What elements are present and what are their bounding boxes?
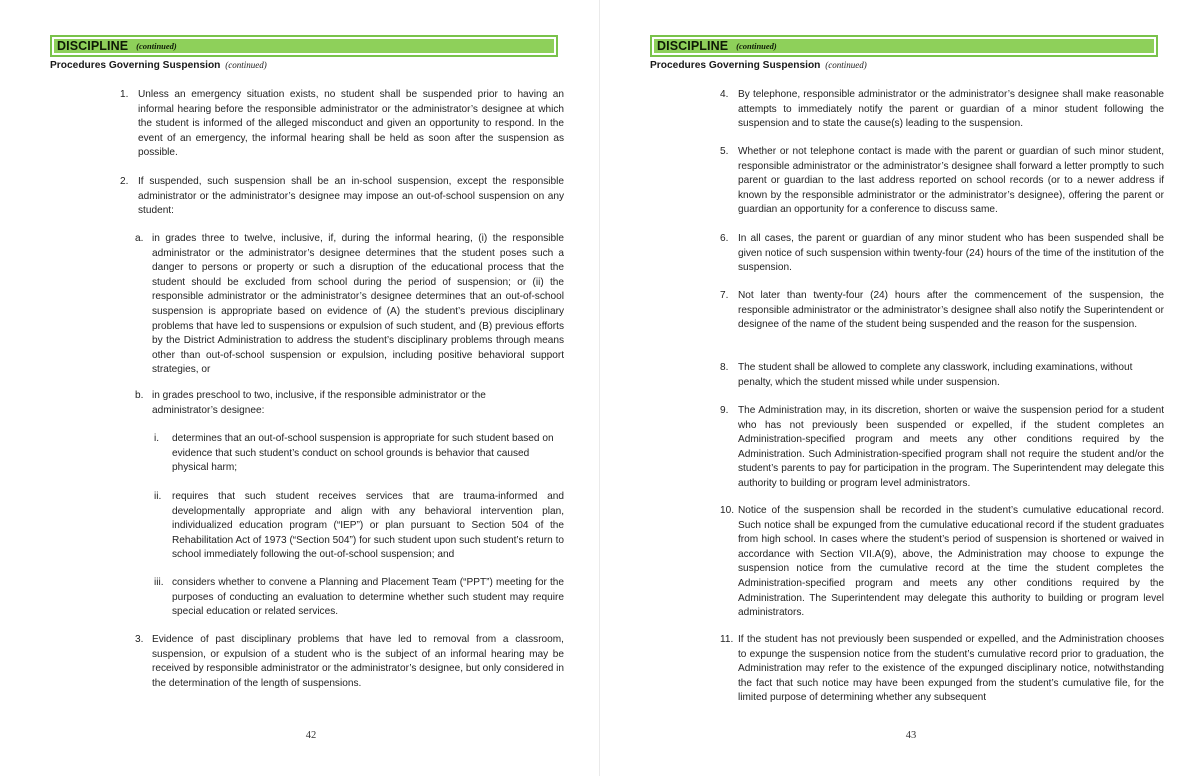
subheading-continued: (continued) bbox=[225, 60, 267, 70]
item-number: 4. bbox=[720, 89, 729, 100]
list-item bbox=[135, 389, 522, 418]
section-subheading bbox=[650, 60, 867, 71]
banner-title: DISCIPLINE bbox=[657, 39, 729, 53]
item-numeral: ii. bbox=[154, 491, 162, 502]
item-text: in grades preschool to two, inclusive, if the responsible administrator or the administrator’s designee: bbox=[152, 390, 486, 416]
list-item bbox=[154, 490, 564, 563]
list-item bbox=[120, 175, 564, 219]
section-banner bbox=[50, 35, 558, 57]
item-text: considers whether to convene a Planning and Placement Team (“PPT”) meeting for the purposes of conducting an evaluation to determine whether such student may require special education or related services. bbox=[172, 577, 564, 618]
list-item bbox=[154, 432, 564, 476]
list-item bbox=[120, 88, 564, 161]
item-text: Not later than twenty-four (24) hours after the commencement of the suspension, the responsible administrator or the administrator’s designee shall also notify the Superintendent or designee of the name of the student being suspended and the reason for the suspension. bbox=[738, 290, 1164, 331]
list-item bbox=[720, 145, 1164, 218]
item-number: 6. bbox=[720, 233, 729, 244]
page-number: 43 bbox=[905, 730, 917, 741]
item-text: Evidence of past disciplinary problems that have led to removal from a classroom, suspension, or expulsion of a student who is the subject of an informal hearing may be received by responsible administrator or the administrator’s designee, but only considered in the determination of the length of suspensions. bbox=[152, 634, 565, 689]
item-text: Notice of the suspension shall be recorded in the student’s cumulative educational record. Such notice shall be expunged from the cumulative educational record if the student graduates from high school. In cases where the student’s period of suspension is shortened or waived in accordance with Section VII.A(9), above, the Administration may choose to expunge the suspension notice from the cumulative record at the time the student completes the Administration-specified program and meets any other conditions required by the Administration. The Superintendent may delegate this authority to building or program level administrators. bbox=[738, 505, 1164, 619]
item-number: 10. bbox=[720, 505, 735, 516]
banner-continued: (continued) bbox=[136, 41, 177, 51]
list-item bbox=[720, 633, 1164, 706]
item-text: requires that such student receives services that are trauma-informed and developmentally appropriate and align with any behavioral intervention plan, individualized education program (“IEP”) or plan pursuant to Section 504 of the Rehabilitation Act of 1973 (“Section 504”) for such student upon such student’s return to school immediately following the out-of-school suspension; and bbox=[172, 491, 564, 561]
item-text: in grades three to twelve, inclusive, if, during the informal hearing, (i) the responsible administrator or the administrator’s designee determines that the student poses such a danger to persons or property or such a disruption of the educational process that the student should be excluded from school during the period of suspension; or (ii) the responsible administrator or the administrator’s designee determines that an out-of-school suspension is appropriate based on evidence of (A) the student’s previous disciplinary problems that have led to suspensions or expulsion of such student, and (B) previous efforts by the District Administration to address the student’s disciplinary problems through means other than out-of-school suspension or expulsion, including positive behavioral support strategies, or bbox=[152, 233, 564, 376]
item-number: 7. bbox=[720, 290, 729, 301]
item-text: The Administration may, in its discretion, shorten or waive the suspension period for a student who has not previously been suspended or expelled, if the student completes an Administration-specified program and meets any other conditions required by the Administration. Such Administration-specified program shall not require the student and/or the student’s parents to pay for participation in the program. The Superintendent may delegate this authority to building or program level administrators. bbox=[738, 405, 1164, 489]
item-text: determines that an out-of-school suspension is appropriate for such student based on evidence that such student’s conduct on school grounds is behavior that caused physical harm; bbox=[172, 433, 554, 474]
list-item bbox=[154, 576, 564, 620]
item-text: The student shall be allowed to complete any classwork, including examinations, without penalty, which the student missed while under suspension. bbox=[738, 362, 1133, 388]
list-item bbox=[720, 504, 1164, 621]
item-text: If the student has not previously been suspended or expelled, and the Administration chooses to expunge the suspension notice from the student’s cumulative record prior to graduation, the Administration may refer to the existence of the expunged disciplinary notice, notwithstanding the fact that such notice may have been expunged from the student’s cumulative file, for the limited purpose of determining whether any subsequent bbox=[738, 634, 1164, 704]
item-text: If suspended, such suspension shall be an in-school suspension, except the responsible administrator or the administrator’s designee may impose an out-of-school suspension on any student: bbox=[138, 176, 564, 217]
list-item bbox=[720, 289, 1164, 333]
list-item bbox=[720, 88, 1164, 132]
page-number: 42 bbox=[305, 730, 317, 741]
item-number: 11. bbox=[720, 634, 734, 645]
subheading-text: Procedures Governing Suspension bbox=[650, 60, 821, 71]
item-text: By telephone, responsible administrator or the administrator’s designee shall make reasonable attempts to immediately notify the parent or guardian of a minor student following the suspension and to state the cause(s) leading to the suspension. bbox=[738, 89, 1164, 130]
subheading-text: Procedures Governing Suspension bbox=[50, 60, 221, 71]
item-letter: a. bbox=[135, 233, 144, 244]
item-number: 1. bbox=[120, 89, 129, 100]
subheading-continued: (continued) bbox=[825, 60, 867, 70]
item-text: Whether or not telephone contact is made with the parent or guardian of such minor student, responsible administrator or the administrator’s designee shall forward a letter promptly to such parent or guardian to the last address reported on school records (or to a newer address if known by the responsible administrator or the administrator’s designee), offering the parent or guardian an opportunity for a conference to discuss same. bbox=[738, 146, 1164, 216]
item-number: 3. bbox=[135, 634, 144, 645]
right-page bbox=[600, 0, 1200, 776]
list-item bbox=[135, 232, 564, 378]
item-numeral: iii. bbox=[154, 577, 164, 588]
item-number: 2. bbox=[120, 176, 129, 187]
banner-continued: (continued) bbox=[736, 41, 777, 51]
item-numeral: i. bbox=[154, 433, 160, 444]
banner-title: DISCIPLINE bbox=[57, 39, 129, 53]
item-text: Unless an emergency situation exists, no student shall be suspended prior to having an informal hearing before the responsible administrator or the administrator’s designee at which the student is informed of the alleged misconduct and given an opportunity to respond. In the event of an emergency, the informal hearing shall be held as soon after the suspension as possible. bbox=[138, 89, 564, 159]
list-item bbox=[135, 633, 565, 691]
item-number: 9. bbox=[720, 405, 729, 416]
item-number: 5. bbox=[720, 146, 729, 157]
list-item bbox=[720, 404, 1164, 492]
item-text: In all cases, the parent or guardian of any minor student who has been suspended shall be given notice of such suspension within twenty-four (24) hours of the time of the institution of the suspension. bbox=[738, 233, 1164, 274]
section-subheading bbox=[50, 60, 267, 71]
list-item bbox=[720, 232, 1164, 276]
item-letter: b. bbox=[135, 390, 144, 401]
list-item bbox=[720, 361, 1164, 390]
section-banner bbox=[650, 35, 1158, 57]
item-number: 8. bbox=[720, 362, 729, 373]
